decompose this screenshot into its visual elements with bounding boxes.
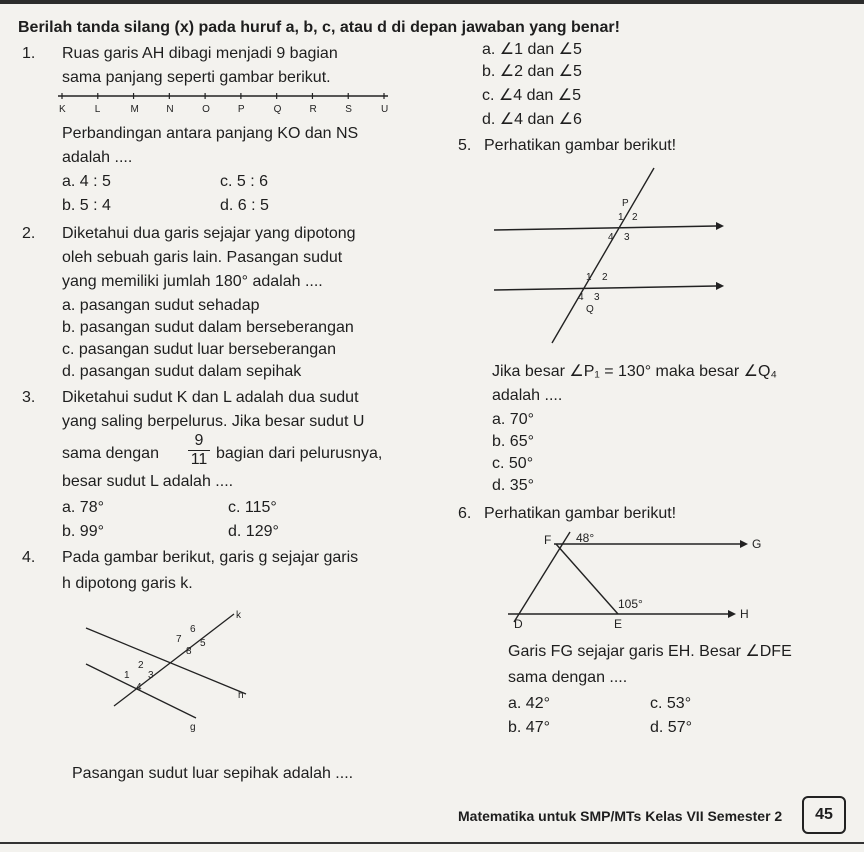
svg-text:3: 3 (594, 292, 600, 303)
svg-text:D: D (514, 617, 523, 631)
svg-text:6: 6 (190, 624, 196, 635)
q6-option-d[interactable]: d. 57° (650, 719, 692, 736)
q3-number: 3. (22, 389, 36, 406)
svg-text:h: h (238, 690, 244, 701)
svg-text:Q: Q (586, 304, 594, 315)
q3-line4: besar sudut L adalah .... (62, 473, 234, 490)
svg-text:E: E (614, 617, 623, 631)
q1-option-c[interactable]: c. 5 : 6 (220, 173, 269, 190)
svg-text:3: 3 (148, 670, 154, 681)
q6-option-b[interactable]: b. 47° (508, 719, 550, 736)
q3-option-d[interactable]: d. 129° (228, 523, 279, 540)
instruction: Berilah tanda silang (x) pada huruf a, b, c, atau d di depan jawaban yang benar! (18, 19, 620, 36)
svg-text:F: F (544, 533, 552, 547)
q3-fraction-numerator: 9 (188, 432, 210, 451)
q4-option-a[interactable]: a. ∠1 dan ∠5 (482, 41, 582, 58)
svg-text:G: G (752, 537, 762, 551)
q6-line3: sama dengan .... (508, 669, 628, 686)
q2-option-a[interactable]: a. pasangan sudut sehadap (62, 297, 260, 314)
q4-figure (86, 606, 266, 746)
page-footer: Matematika untuk SMP/MTs Kelas VII Semester 2 (458, 808, 783, 824)
q3-option-a[interactable]: a. 78° (62, 499, 104, 516)
q2-line2: oleh sebuah garis lain. Pasangan sudut (62, 249, 343, 266)
svg-text:4: 4 (608, 232, 614, 243)
top-edge (0, 0, 864, 4)
q1-line3: Perbandingan antara panjang KO dan NS (62, 125, 359, 142)
q3-option-b[interactable]: b. 99° (62, 523, 104, 540)
q6-number: 6. (458, 505, 472, 522)
svg-text:2: 2 (632, 212, 638, 223)
svg-text:105°: 105° (618, 597, 643, 611)
q5-option-d[interactable]: d. 35° (492, 477, 534, 494)
q4-line2: h dipotong garis k. (62, 575, 193, 592)
q3-fraction-denominator: 11 (190, 451, 208, 468)
q3-line3b: bagian dari pelurusnya, (216, 445, 383, 462)
q1-number: 1. (22, 45, 36, 62)
q5-line3: adalah .... (492, 387, 563, 404)
q5-line1: Perhatikan gambar berikut! (484, 137, 677, 154)
q2-option-b[interactable]: b. pasangan sudut dalam berseberangan (62, 319, 354, 336)
svg-text:2: 2 (138, 660, 144, 671)
q4-option-b[interactable]: b. ∠2 dan ∠5 (482, 63, 582, 80)
q6-line1: Perhatikan gambar berikut! (484, 505, 677, 522)
q6-line2: Garis FG sejajar garis EH. Besar ∠DFE (508, 643, 792, 660)
svg-text:1: 1 (124, 670, 130, 681)
q2-number: 2. (22, 225, 36, 242)
q1-option-b[interactable]: b. 5 : 4 (62, 197, 111, 214)
ruler-label: Q (273, 104, 282, 115)
q6-option-c[interactable]: c. 53° (650, 695, 692, 712)
ruler-label: M (130, 104, 139, 115)
q6-option-a[interactable]: a. 42° (508, 695, 550, 712)
q2-option-d[interactable]: d. pasangan sudut dalam sepihak (62, 363, 302, 380)
q2-line3: yang memiliki jumlah 180° adalah .... (62, 273, 323, 290)
svg-text:4: 4 (136, 682, 142, 693)
q1-ruler-figure (58, 90, 388, 120)
q3-option-c[interactable]: c. 115° (228, 499, 277, 516)
page-number: 45 (802, 796, 846, 834)
q3-line3a: sama dengan (62, 445, 159, 462)
q3-line1: Diketahui sudut K dan L adalah dua sudut (62, 389, 359, 406)
q5-figure (494, 168, 754, 348)
svg-text:H: H (740, 607, 749, 621)
svg-text:g: g (190, 722, 196, 733)
q1-line2: sama panjang seperti gambar berikut. (62, 69, 331, 86)
q4-number: 4. (22, 549, 36, 566)
ruler-label: L (94, 104, 101, 115)
q6-figure (500, 530, 760, 640)
q1-line4: adalah .... (62, 149, 133, 166)
q1-line1: Ruas garis AH dibagi menjadi 9 bagian (62, 45, 338, 62)
svg-text:8: 8 (186, 646, 192, 657)
q2-line1: Diketahui dua garis sejajar yang dipotong (62, 225, 356, 242)
ruler-label: S (345, 104, 352, 115)
svg-text:1: 1 (586, 272, 592, 283)
ruler-label: O (202, 104, 210, 115)
q5-number: 5. (458, 137, 472, 154)
svg-text:P: P (622, 198, 629, 209)
svg-text:2: 2 (602, 272, 608, 283)
q2-option-c[interactable]: c. pasangan sudut luar berseberangan (62, 341, 336, 358)
q5-option-b[interactable]: b. 65° (492, 433, 534, 450)
svg-text:48°: 48° (576, 531, 595, 545)
q4-option-c[interactable]: c. ∠4 dan ∠5 (482, 87, 581, 104)
ruler-label: P (237, 104, 245, 115)
bottom-rule (0, 842, 864, 844)
q3-line2: yang saling berpelurus. Jika besar sudut U (62, 413, 365, 430)
ruler-label: K (59, 104, 66, 115)
q1-option-d[interactable]: d. 6 : 5 (220, 197, 269, 214)
q4-line1: Pada gambar berikut, garis g sejajar garis (62, 549, 359, 566)
svg-text:7: 7 (176, 634, 182, 645)
svg-text:5: 5 (200, 638, 206, 649)
q5-line2: Jika besar ∠P₁ = 130° maka besar ∠Q₄ (492, 363, 777, 380)
svg-text:1: 1 (618, 212, 624, 223)
svg-text:4: 4 (578, 292, 584, 303)
q1-option-a[interactable]: a. 4 : 5 (62, 173, 111, 190)
ruler-label: R (309, 104, 317, 115)
ruler-label: U (381, 104, 389, 115)
q5-option-a[interactable]: a. 70° (492, 411, 534, 428)
q4-option-d[interactable]: d. ∠4 dan ∠6 (482, 111, 582, 128)
svg-text:k: k (236, 610, 241, 621)
q5-option-c[interactable]: c. 50° (492, 455, 534, 472)
ruler-label: N (166, 104, 174, 115)
svg-text:3: 3 (624, 232, 630, 243)
q3-fraction (188, 432, 210, 469)
q4-question: Pasangan sudut luar sepihak adalah .... (72, 765, 354, 782)
